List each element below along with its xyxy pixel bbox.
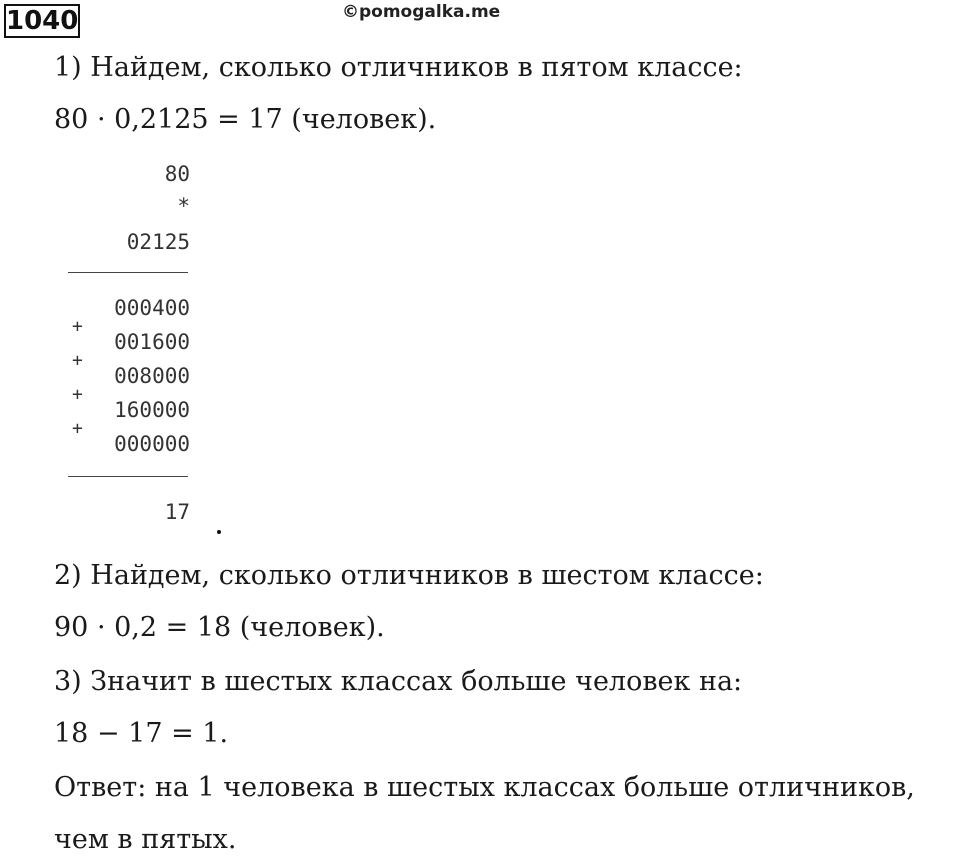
multiplier: 02125 xyxy=(126,230,190,254)
step3-text: 3) Значит в шестых классах больше человек на: xyxy=(54,666,743,697)
partial-product: 001600 xyxy=(114,330,190,354)
partial-product: 000000 xyxy=(114,432,190,456)
multiplicand: 80 xyxy=(164,162,190,186)
plus-sign: + xyxy=(72,316,83,337)
partial-product: 160000 xyxy=(114,398,190,422)
step2-formula: 90 · 0,2 = 18 (человек). xyxy=(54,612,385,643)
operator: * xyxy=(177,194,190,218)
end-dot xyxy=(217,530,221,534)
answer-line-2: чем в пятых. xyxy=(54,824,237,855)
problem-number: 1040 xyxy=(6,6,79,36)
plus-sign: + xyxy=(72,418,83,439)
plus-sign: + xyxy=(72,350,83,371)
lower-rule xyxy=(68,476,188,477)
partial-product: 008000 xyxy=(114,364,190,388)
result: 17 xyxy=(164,500,190,524)
step2-text: 2) Найдем, сколько отличников в шестом классе: xyxy=(54,560,764,591)
upper-rule xyxy=(68,272,188,273)
answer-line-1: Ответ: на 1 человека в шестых классах больше отличников, xyxy=(54,772,915,803)
step3-formula: 18 − 17 = 1. xyxy=(54,718,229,749)
partial-product: 000400 xyxy=(114,296,190,320)
plus-sign: + xyxy=(72,384,83,405)
step1-text: 1) Найдем, сколько отличников в пятом классе: xyxy=(54,52,743,83)
step1-formula: 80 · 0,2125 = 17 (человек). xyxy=(54,104,437,135)
watermark: ©pomogalka.me xyxy=(342,2,501,22)
